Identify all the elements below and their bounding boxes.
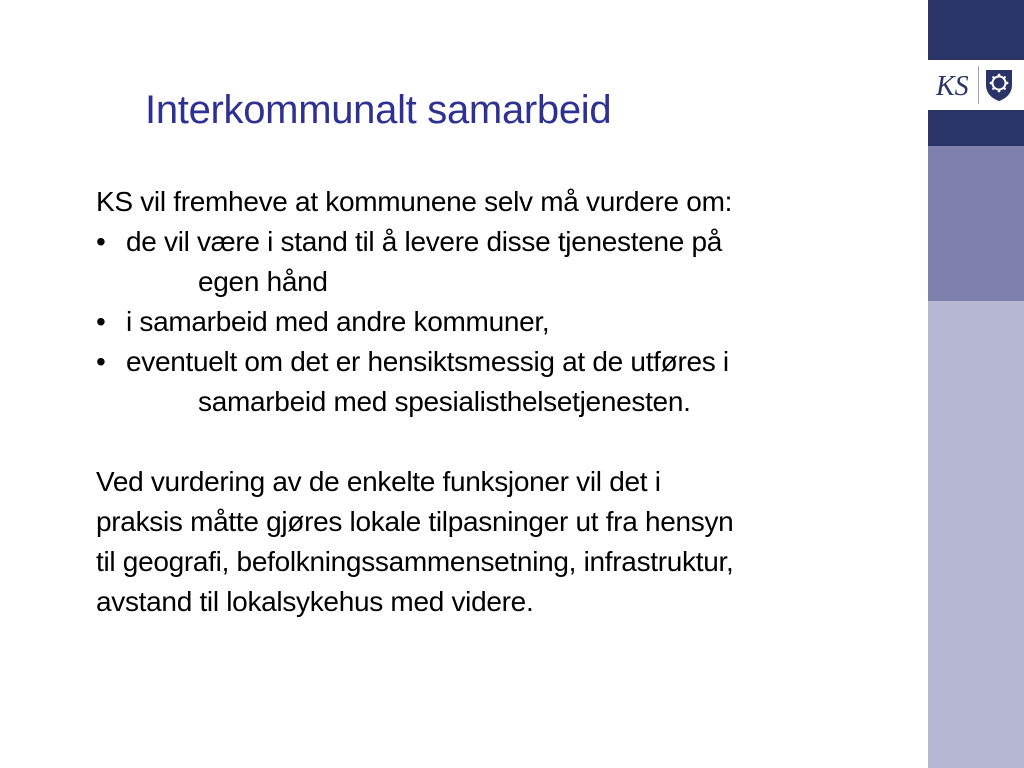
- bullet-continuation: samarbeid med spesialisthelsetjenesten.: [198, 386, 691, 417]
- sidebar: [928, 0, 1024, 768]
- svg-text:KS: KS: [936, 71, 969, 102]
- bullet-continuation: egen hånd: [198, 266, 328, 297]
- slide-title: Interkommunalt samarbeid: [145, 88, 612, 132]
- logo-area: [928, 60, 1024, 110]
- municipal-crest-icon: [984, 68, 1014, 102]
- bullet-text: de vil være i stand til å levere disse tjenestene på: [126, 226, 723, 257]
- bullet-marker: •: [96, 346, 106, 377]
- bullet-marker: •: [96, 226, 106, 257]
- paragraph-line: praksis måtte gjøres lokale tilpasninger ut fra hensyn: [96, 506, 734, 537]
- sidebar-band-light: [928, 301, 1024, 768]
- bullet-marker: •: [96, 306, 106, 337]
- sidebar-band-dark: [928, 110, 1024, 146]
- intro-text: KS vil fremheve at kommunene selv må vurdere om:: [96, 186, 733, 217]
- logo-divider: [978, 66, 979, 104]
- paragraph-line: avstand til lokalsykehus med videre.: [96, 586, 534, 617]
- bullet-text: eventuelt om det er hensiktsmessig at de utføres i: [126, 346, 729, 377]
- bullet-item-2: [96, 302, 906, 342]
- paragraph-line: Ved vurdering av de enkelte funksjoner vil det i: [96, 466, 661, 497]
- paragraph-gap: [96, 422, 906, 462]
- bullet-item-1: [96, 222, 906, 262]
- paragraph-line: til geografi, befolkningssammensetning, infrastruktur,: [96, 546, 734, 577]
- slide-body: [96, 182, 906, 622]
- sidebar-band-mid: [928, 146, 1024, 301]
- ks-logo-icon: [934, 68, 974, 102]
- sidebar-band-top: [928, 0, 1024, 60]
- bullet-text: i samarbeid med andre kommuner,: [126, 306, 550, 337]
- bullet-item-3: [96, 342, 906, 382]
